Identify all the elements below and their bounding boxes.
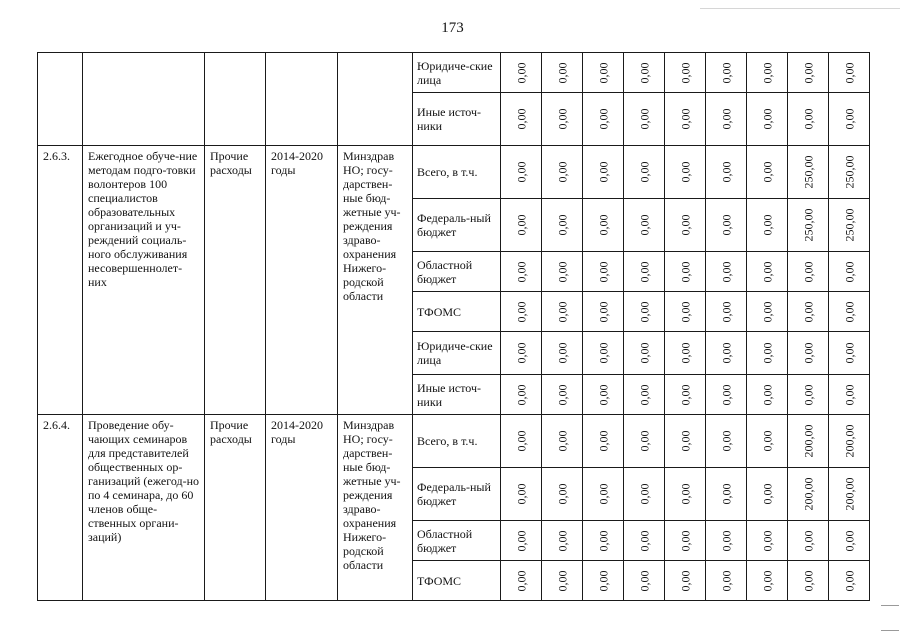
amount-cell <box>542 375 583 415</box>
amount-value: 0,00 <box>514 342 528 364</box>
amount-cell <box>665 199 706 252</box>
amount-value: 200,00 <box>842 424 856 458</box>
amount-cell <box>829 375 870 415</box>
measure-description-cell <box>83 53 205 146</box>
amount-value: 0,00 <box>842 62 856 83</box>
scan-edge-line <box>700 8 900 9</box>
amount-cell <box>747 468 788 521</box>
amount-value: 0,00 <box>637 161 651 183</box>
funding-source-cell: Федераль-ный бюджет <box>413 468 501 521</box>
implementation-period-cell: 2014-2020 годы <box>266 146 338 415</box>
amount-value: 0,00 <box>555 214 569 236</box>
amount-cell <box>665 375 706 415</box>
scan-edge-mark <box>881 630 899 631</box>
scan-edge-mark <box>881 605 899 606</box>
amount-cell <box>706 415 747 468</box>
amount-value: 0,00 <box>842 261 856 282</box>
amount-cell <box>747 292 788 332</box>
amount-value: 0,00 <box>719 430 733 452</box>
amount-cell <box>665 146 706 199</box>
amount-cell <box>542 93 583 146</box>
amount-cell <box>501 199 542 252</box>
amount-cell <box>665 415 706 468</box>
amount-cell <box>829 53 870 93</box>
amount-value: 0,00 <box>555 483 569 505</box>
amount-value: 0,00 <box>719 570 733 591</box>
amount-cell <box>624 93 665 146</box>
amount-value: 0,00 <box>678 384 692 405</box>
amount-value: 0,00 <box>719 62 733 83</box>
executor-cell <box>338 53 413 146</box>
amount-cell <box>542 146 583 199</box>
amount-cell <box>624 292 665 332</box>
amount-value: 0,00 <box>555 570 569 591</box>
amount-cell <box>788 561 829 601</box>
amount-value: 0,00 <box>801 384 815 405</box>
amount-cell <box>665 521 706 561</box>
measure-description-cell: Ежегодное обуче-ние методам подго-товки волонтеров 100 специалистов образовательных организаций и уч-реждений социаль-ного обслуживания несовершеннолет-них <box>83 146 205 415</box>
amount-value: 250,00 <box>801 155 815 189</box>
amount-cell <box>788 375 829 415</box>
amount-value: 0,00 <box>514 261 528 282</box>
amount-cell <box>829 521 870 561</box>
row-number-cell <box>38 53 83 146</box>
amount-value: 250,00 <box>842 208 856 242</box>
amount-cell <box>665 332 706 375</box>
amount-cell <box>624 415 665 468</box>
amount-value: 0,00 <box>637 530 651 551</box>
amount-value: 0,00 <box>555 261 569 282</box>
amount-cell <box>542 561 583 601</box>
amount-value: 0,00 <box>596 161 610 183</box>
amount-value: 0,00 <box>801 530 815 551</box>
amount-value: 0,00 <box>555 530 569 551</box>
amount-cell <box>542 332 583 375</box>
amount-cell <box>829 561 870 601</box>
amount-value: 0,00 <box>637 261 651 282</box>
amount-value: 0,00 <box>760 342 774 364</box>
amount-cell <box>501 375 542 415</box>
amount-cell <box>501 561 542 601</box>
amount-cell <box>747 561 788 601</box>
funding-source-cell: Юридиче-ские лица <box>413 53 501 93</box>
amount-cell <box>706 199 747 252</box>
amount-cell <box>542 468 583 521</box>
amount-cell <box>747 146 788 199</box>
funding-source-cell: Федераль-ный бюджет <box>413 199 501 252</box>
amount-value: 0,00 <box>760 530 774 551</box>
amount-value: 0,00 <box>637 483 651 505</box>
amount-value: 0,00 <box>760 430 774 452</box>
amount-value: 0,00 <box>555 430 569 452</box>
amount-cell <box>624 468 665 521</box>
amount-value: 0,00 <box>801 342 815 364</box>
amount-cell <box>706 521 747 561</box>
page-number: 173 <box>441 20 464 36</box>
amount-cell <box>665 561 706 601</box>
amount-value: 0,00 <box>719 384 733 405</box>
amount-value: 0,00 <box>719 530 733 551</box>
amount-cell <box>501 292 542 332</box>
amount-cell <box>788 199 829 252</box>
amount-cell <box>583 332 624 375</box>
amount-value: 0,00 <box>596 384 610 405</box>
amount-value: 0,00 <box>678 214 692 236</box>
amount-cell <box>501 332 542 375</box>
amount-value: 0,00 <box>514 62 528 83</box>
amount-value: 250,00 <box>801 208 815 242</box>
amount-cell <box>624 53 665 93</box>
amount-value: 0,00 <box>678 62 692 83</box>
amount-cell <box>624 521 665 561</box>
amount-value: 0,00 <box>514 108 528 130</box>
amount-cell <box>829 292 870 332</box>
table-row <box>38 415 870 468</box>
amount-cell <box>583 468 624 521</box>
amount-value: 200,00 <box>801 477 815 511</box>
amount-cell <box>501 93 542 146</box>
executor-cell: Минздрав НО; госу-дарствен-ные бюд-жетные уч-реждения здраво-охранения Нижего-родской области <box>338 415 413 601</box>
amount-cell <box>706 146 747 199</box>
amount-value: 0,00 <box>678 483 692 505</box>
amount-value: 0,00 <box>760 214 774 236</box>
amount-cell <box>583 292 624 332</box>
amount-cell <box>788 252 829 292</box>
amount-value: 0,00 <box>678 161 692 183</box>
amount-cell <box>829 332 870 375</box>
amount-cell <box>665 292 706 332</box>
amount-value: 0,00 <box>760 62 774 83</box>
table-body <box>38 53 870 601</box>
amount-cell <box>747 53 788 93</box>
amount-cell <box>706 468 747 521</box>
amount-cell <box>706 252 747 292</box>
amount-value: 0,00 <box>637 570 651 591</box>
amount-value: 0,00 <box>801 62 815 83</box>
funding-source-cell: Всего, в т.ч. <box>413 146 501 199</box>
amount-value: 0,00 <box>514 483 528 505</box>
amount-value: 200,00 <box>801 424 815 458</box>
amount-value: 0,00 <box>801 261 815 282</box>
amount-value: 0,00 <box>760 261 774 282</box>
amount-cell <box>501 415 542 468</box>
amount-value: 0,00 <box>514 530 528 551</box>
amount-cell <box>583 415 624 468</box>
amount-cell <box>788 521 829 561</box>
amount-value: 0,00 <box>760 570 774 591</box>
amount-cell <box>706 292 747 332</box>
row-number-cell: 2.6.3. <box>38 146 83 415</box>
row-number-cell: 2.6.4. <box>38 415 83 601</box>
amount-cell <box>788 332 829 375</box>
amount-cell <box>788 93 829 146</box>
amount-cell <box>706 375 747 415</box>
amount-cell <box>665 252 706 292</box>
funding-source-cell: ТФОМС <box>413 292 501 332</box>
amount-cell <box>747 199 788 252</box>
funding-source-cell: ТФОМС <box>413 561 501 601</box>
amount-cell <box>747 521 788 561</box>
amount-value: 0,00 <box>801 301 815 322</box>
amount-cell <box>542 199 583 252</box>
amount-cell <box>788 146 829 199</box>
expense-type-cell: Прочие расходы <box>205 146 266 415</box>
amount-value: 0,00 <box>596 342 610 364</box>
amount-cell <box>583 199 624 252</box>
funding-source-cell: Областной бюджет <box>413 252 501 292</box>
amount-value: 0,00 <box>596 261 610 282</box>
table-row <box>38 146 870 199</box>
amount-value: 0,00 <box>514 214 528 236</box>
amount-cell <box>542 252 583 292</box>
expense-type-cell <box>205 53 266 146</box>
amount-value: 0,00 <box>637 108 651 130</box>
implementation-period-cell <box>266 53 338 146</box>
amount-value: 0,00 <box>514 570 528 591</box>
amount-value: 0,00 <box>678 342 692 364</box>
expense-type-cell: Прочие расходы <box>205 415 266 601</box>
amount-cell <box>829 415 870 468</box>
amount-value: 0,00 <box>596 570 610 591</box>
amount-cell <box>583 93 624 146</box>
amount-value: 0,00 <box>760 301 774 322</box>
amount-value: 0,00 <box>760 161 774 183</box>
amount-cell <box>747 332 788 375</box>
amount-cell <box>542 53 583 93</box>
amount-value: 0,00 <box>842 530 856 551</box>
amount-value: 0,00 <box>555 342 569 364</box>
executor-cell: Минздрав НО; госу-дарствен-ные бюд-жетные уч-реждения здраво-охранения Нижего-родской области <box>338 146 413 415</box>
amount-value: 0,00 <box>637 384 651 405</box>
amount-value: 0,00 <box>596 530 610 551</box>
amount-value: 0,00 <box>760 483 774 505</box>
amount-cell <box>542 292 583 332</box>
amount-value: 0,00 <box>678 261 692 282</box>
amount-value: 0,00 <box>596 483 610 505</box>
amount-value: 0,00 <box>596 108 610 130</box>
measure-description-cell: Проведение обу-чающих семинаров для представителей общественных ор-ганизаций (ежегод-но по 4 семинара, до 60 членов обще-ственных органи-заций) <box>83 415 205 601</box>
amount-cell <box>706 561 747 601</box>
amount-cell <box>542 521 583 561</box>
amount-value: 0,00 <box>842 384 856 405</box>
amount-value: 0,00 <box>678 430 692 452</box>
amount-cell <box>788 53 829 93</box>
amount-cell <box>501 521 542 561</box>
amount-value: 250,00 <box>842 155 856 189</box>
amount-value: 0,00 <box>555 62 569 83</box>
amount-value: 0,00 <box>514 430 528 452</box>
amount-value: 0,00 <box>719 261 733 282</box>
amount-cell <box>501 53 542 93</box>
amount-value: 0,00 <box>760 108 774 130</box>
amount-value: 0,00 <box>719 342 733 364</box>
amount-value: 0,00 <box>719 214 733 236</box>
amount-value: 0,00 <box>514 384 528 405</box>
amount-value: 0,00 <box>555 108 569 130</box>
amount-cell <box>542 415 583 468</box>
amount-cell <box>624 146 665 199</box>
amount-cell <box>624 252 665 292</box>
amount-value: 0,00 <box>514 161 528 183</box>
amount-cell <box>624 561 665 601</box>
amount-cell <box>829 93 870 146</box>
amount-value: 0,00 <box>801 108 815 130</box>
amount-cell <box>747 93 788 146</box>
funding-source-cell: Иные источ-ники <box>413 375 501 415</box>
amount-cell <box>747 375 788 415</box>
amount-cell <box>665 468 706 521</box>
amount-value: 0,00 <box>678 301 692 322</box>
amount-cell <box>788 468 829 521</box>
amount-value: 0,00 <box>760 384 774 405</box>
amount-cell <box>624 332 665 375</box>
amount-cell <box>583 252 624 292</box>
amount-value: 0,00 <box>514 301 528 322</box>
amount-value: 0,00 <box>637 301 651 322</box>
amount-cell <box>665 93 706 146</box>
amount-value: 0,00 <box>637 214 651 236</box>
amount-cell <box>501 468 542 521</box>
funding-source-cell: Всего, в т.ч. <box>413 415 501 468</box>
amount-cell <box>829 199 870 252</box>
amount-cell <box>706 93 747 146</box>
amount-value: 0,00 <box>842 301 856 322</box>
amount-cell <box>706 332 747 375</box>
amount-cell <box>583 521 624 561</box>
amount-cell <box>583 561 624 601</box>
amount-value: 0,00 <box>678 530 692 551</box>
amount-value: 0,00 <box>596 301 610 322</box>
amount-value: 0,00 <box>596 62 610 83</box>
amount-value: 0,00 <box>637 342 651 364</box>
amount-value: 0,00 <box>637 62 651 83</box>
amount-cell <box>747 252 788 292</box>
amount-value: 0,00 <box>555 384 569 405</box>
amount-cell <box>788 292 829 332</box>
amount-value: 0,00 <box>719 483 733 505</box>
amount-cell <box>829 468 870 521</box>
amount-cell <box>624 375 665 415</box>
amount-cell <box>706 53 747 93</box>
amount-value: 0,00 <box>555 301 569 322</box>
amount-cell <box>624 199 665 252</box>
funding-source-cell: Иные источ-ники <box>413 93 501 146</box>
amount-value: 0,00 <box>596 430 610 452</box>
funding-source-cell: Юридиче-ские лица <box>413 332 501 375</box>
amount-value: 200,00 <box>842 477 856 511</box>
amount-cell <box>747 415 788 468</box>
amount-value: 0,00 <box>555 161 569 183</box>
amount-cell <box>501 252 542 292</box>
amount-value: 0,00 <box>719 161 733 183</box>
amount-cell <box>829 146 870 199</box>
amount-value: 0,00 <box>842 342 856 364</box>
amount-value: 0,00 <box>842 570 856 591</box>
amount-cell <box>583 375 624 415</box>
amount-value: 0,00 <box>678 108 692 130</box>
amount-cell <box>501 146 542 199</box>
amount-value: 0,00 <box>801 570 815 591</box>
amount-cell <box>583 53 624 93</box>
implementation-period-cell: 2014-2020 годы <box>266 415 338 601</box>
table-row <box>38 53 870 93</box>
amount-value: 0,00 <box>637 430 651 452</box>
amount-value: 0,00 <box>842 108 856 130</box>
amount-value: 0,00 <box>719 301 733 322</box>
amount-cell <box>665 53 706 93</box>
amount-value: 0,00 <box>596 214 610 236</box>
amount-cell <box>788 415 829 468</box>
program-funding-table <box>37 52 870 601</box>
funding-source-cell: Областной бюджет <box>413 521 501 561</box>
amount-cell <box>829 252 870 292</box>
amount-value: 0,00 <box>678 570 692 591</box>
amount-cell <box>583 146 624 199</box>
amount-value: 0,00 <box>719 108 733 130</box>
